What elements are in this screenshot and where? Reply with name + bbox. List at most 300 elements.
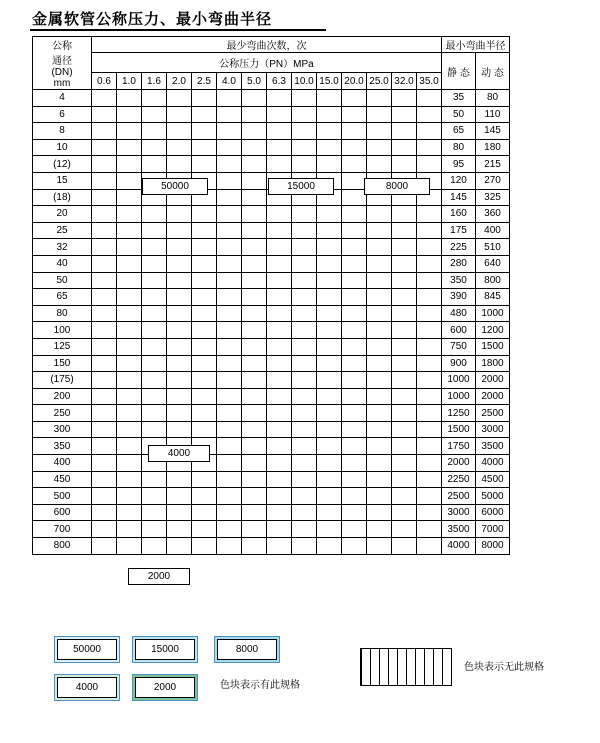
cell-r12-c6 — [242, 289, 267, 306]
page-title: 金属软管公称压力、最小弯曲半径 — [32, 10, 273, 28]
cell-r18-c13 — [417, 388, 442, 405]
cell-r22-c7 — [267, 455, 292, 472]
cell-r4-c3 — [167, 156, 192, 173]
cell-r4-c8 — [292, 156, 317, 173]
row-dynamic-radius: 640 — [476, 255, 510, 272]
cell-r3-c5 — [217, 139, 242, 156]
cell-r26-c8 — [292, 521, 317, 538]
cell-r10-c11 — [367, 255, 392, 272]
legend-swatch-15000 — [132, 636, 198, 663]
cell-r18-c9 — [317, 388, 342, 405]
cell-r23-c4 — [192, 471, 217, 488]
legend-hatch-block — [360, 648, 452, 686]
cell-r11-c11 — [367, 272, 392, 289]
cell-r26-c4 — [192, 521, 217, 538]
table-row — [33, 289, 510, 306]
cell-r23-c3 — [167, 471, 192, 488]
cell-r7-c5 — [217, 206, 242, 223]
cell-r8-c5 — [217, 222, 242, 239]
cell-r17-c4 — [192, 372, 217, 389]
cell-r26-c10 — [342, 521, 367, 538]
cell-r1-c12 — [392, 106, 417, 123]
cell-r1-c9 — [317, 106, 342, 123]
legend-label-8000: 8000 — [217, 639, 277, 660]
cell-r8-c0 — [92, 222, 117, 239]
cell-r12-c0 — [92, 289, 117, 306]
cell-r2-c5 — [217, 123, 242, 140]
row-dynamic-radius: 145 — [476, 123, 510, 140]
cell-r10-c8 — [292, 255, 317, 272]
cell-r21-c0 — [92, 438, 117, 455]
cell-r17-c6 — [242, 372, 267, 389]
cell-r1-c13 — [417, 106, 442, 123]
row-static-radius: 4000 — [442, 538, 476, 555]
table-row — [33, 455, 510, 472]
cell-r11-c4 — [192, 272, 217, 289]
cell-r18-c6 — [242, 388, 267, 405]
cell-r9-c11 — [367, 239, 392, 256]
cell-r8-c1 — [117, 222, 142, 239]
cell-r9-c8 — [292, 239, 317, 256]
cell-r17-c13 — [417, 372, 442, 389]
table-body — [33, 90, 510, 555]
cell-r16-c11 — [367, 355, 392, 372]
cell-r27-c4 — [192, 538, 217, 555]
cell-r4-c7 — [267, 156, 292, 173]
row-static-radius: 160 — [442, 206, 476, 223]
row-static-radius: 1250 — [442, 405, 476, 422]
cell-r14-c12 — [392, 322, 417, 339]
cell-r25-c1 — [117, 504, 142, 521]
cell-r8-c10 — [342, 222, 367, 239]
cell-r7-c12 — [392, 206, 417, 223]
table-row — [33, 206, 510, 223]
row-static-radius: 1750 — [442, 438, 476, 455]
cell-r22-c10 — [342, 455, 367, 472]
row-static-radius: 95 — [442, 156, 476, 173]
row-static-radius: 145 — [442, 189, 476, 206]
header-dn-line-1: 公称 — [52, 41, 72, 52]
cell-r13-c6 — [242, 305, 267, 322]
cell-r24-c5 — [217, 488, 242, 505]
row-static-radius: 280 — [442, 255, 476, 272]
cell-r16-c9 — [317, 355, 342, 372]
cell-r13-c3 — [167, 305, 192, 322]
cell-r18-c8 — [292, 388, 317, 405]
cell-r27-c9 — [317, 538, 342, 555]
cell-r14-c7 — [267, 322, 292, 339]
cell-r22-c13 — [417, 455, 442, 472]
cell-r26-c3 — [167, 521, 192, 538]
cell-r7-c6 — [242, 206, 267, 223]
table-row — [33, 405, 510, 422]
row-dynamic-radius: 80 — [476, 90, 510, 107]
cell-r1-c6 — [242, 106, 267, 123]
legend-swatch-8000 — [214, 636, 280, 663]
cell-r18-c10 — [342, 388, 367, 405]
cell-r7-c13 — [417, 206, 442, 223]
row-static-radius: 350 — [442, 272, 476, 289]
cell-r2-c10 — [342, 123, 367, 140]
cell-r17-c12 — [392, 372, 417, 389]
cell-r11-c10 — [342, 272, 367, 289]
cell-r15-c7 — [267, 338, 292, 355]
header-pressure-6: 5.0 — [242, 73, 267, 90]
cell-r2-c9 — [317, 123, 342, 140]
cell-r16-c7 — [267, 355, 292, 372]
header-pressure-4: 2.5 — [192, 73, 217, 90]
cell-r15-c9 — [317, 338, 342, 355]
row-dn: 800 — [33, 538, 92, 555]
cell-r2-c8 — [292, 123, 317, 140]
table-row — [33, 123, 510, 140]
row-dn: 350 — [33, 438, 92, 455]
cell-r5-c10 — [342, 172, 367, 189]
cell-r9-c6 — [242, 239, 267, 256]
header-static: 静 态 — [442, 53, 476, 90]
cell-r23-c0 — [92, 471, 117, 488]
header-pressure-13: 35.0 — [417, 73, 442, 90]
cell-r8-c7 — [267, 222, 292, 239]
row-dn: 6 — [33, 106, 92, 123]
cell-r3-c10 — [342, 139, 367, 156]
cell-r25-c7 — [267, 504, 292, 521]
cell-r13-c4 — [192, 305, 217, 322]
cell-r10-c10 — [342, 255, 367, 272]
cell-r23-c1 — [117, 471, 142, 488]
cell-r18-c2 — [142, 388, 167, 405]
cell-r17-c7 — [267, 372, 292, 389]
cell-r24-c12 — [392, 488, 417, 505]
cell-r9-c5 — [217, 239, 242, 256]
cell-r10-c5 — [217, 255, 242, 272]
cell-r9-c4 — [192, 239, 217, 256]
header-pressure-8: 10.0 — [292, 73, 317, 90]
cell-r4-c6 — [242, 156, 267, 173]
cell-r9-c0 — [92, 239, 117, 256]
cell-r12-c12 — [392, 289, 417, 306]
cell-r26-c13 — [417, 521, 442, 538]
cell-r11-c6 — [242, 272, 267, 289]
header-dn-cell — [33, 37, 92, 90]
cell-r12-c2 — [142, 289, 167, 306]
row-dn: 150 — [33, 355, 92, 372]
cell-r22-c12 — [392, 455, 417, 472]
cell-r4-c12 — [392, 156, 417, 173]
cell-r23-c11 — [367, 471, 392, 488]
row-dynamic-radius: 510 — [476, 239, 510, 256]
cell-r12-c1 — [117, 289, 142, 306]
row-dn: 8 — [33, 123, 92, 140]
cell-r1-c8 — [292, 106, 317, 123]
cell-r8-c2 — [142, 222, 167, 239]
cell-r4-c11 — [367, 156, 392, 173]
cell-r18-c0 — [92, 388, 117, 405]
cell-r16-c5 — [217, 355, 242, 372]
header-dn-line-3: (DN) — [51, 67, 73, 78]
table-row — [33, 521, 510, 538]
row-dn: 300 — [33, 421, 92, 438]
row-dynamic-radius: 215 — [476, 156, 510, 173]
cell-r9-c10 — [342, 239, 367, 256]
table-row — [33, 421, 510, 438]
cell-r10-c2 — [142, 255, 167, 272]
cell-r14-c4 — [192, 322, 217, 339]
cell-r15-c10 — [342, 338, 367, 355]
row-dn: (18) — [33, 189, 92, 206]
cell-r26-c12 — [392, 521, 417, 538]
cell-r3-c11 — [367, 139, 392, 156]
cell-r0-c13 — [417, 90, 442, 107]
header-dynamic: 动 态 — [476, 53, 510, 90]
cell-r5-c1 — [117, 172, 142, 189]
cell-r5-c5 — [217, 172, 242, 189]
table-row — [33, 90, 510, 107]
cell-r25-c2 — [142, 504, 167, 521]
cell-r6-c5 — [217, 189, 242, 206]
cell-r17-c0 — [92, 372, 117, 389]
row-static-radius: 1000 — [442, 388, 476, 405]
cell-r25-c12 — [392, 504, 417, 521]
table-row — [33, 156, 510, 173]
row-dynamic-radius: 8000 — [476, 538, 510, 555]
cell-r27-c7 — [267, 538, 292, 555]
row-dn: 700 — [33, 521, 92, 538]
row-static-radius: 35 — [442, 90, 476, 107]
cell-r27-c11 — [367, 538, 392, 555]
row-dn: 10 — [33, 139, 92, 156]
header-pressure-1: 1.0 — [117, 73, 142, 90]
cell-r16-c4 — [192, 355, 217, 372]
cell-r9-c3 — [167, 239, 192, 256]
table-row — [33, 488, 510, 505]
row-dn: 50 — [33, 272, 92, 289]
row-dn: (175) — [33, 372, 92, 389]
cell-r20-c0 — [92, 421, 117, 438]
cell-r16-c12 — [392, 355, 417, 372]
cell-r19-c7 — [267, 405, 292, 422]
row-static-radius: 225 — [442, 239, 476, 256]
cell-r9-c12 — [392, 239, 417, 256]
cell-r1-c10 — [342, 106, 367, 123]
cell-r2-c2 — [142, 123, 167, 140]
row-dynamic-radius: 6000 — [476, 504, 510, 521]
cell-r15-c1 — [117, 338, 142, 355]
cell-r10-c6 — [242, 255, 267, 272]
cell-r6-c6 — [242, 189, 267, 206]
cell-r13-c2 — [142, 305, 167, 322]
table-row — [33, 272, 510, 289]
cell-r18-c5 — [217, 388, 242, 405]
cell-r2-c1 — [117, 123, 142, 140]
cell-r14-c5 — [217, 322, 242, 339]
header-row-1 — [33, 37, 510, 53]
cell-r0-c3 — [167, 90, 192, 107]
legend — [32, 636, 568, 716]
cell-r25-c10 — [342, 504, 367, 521]
row-static-radius: 390 — [442, 289, 476, 306]
cell-r14-c10 — [342, 322, 367, 339]
cell-r19-c4 — [192, 405, 217, 422]
row-static-radius: 3500 — [442, 521, 476, 538]
cell-r13-c13 — [417, 305, 442, 322]
row-dynamic-radius: 4500 — [476, 471, 510, 488]
cell-r16-c8 — [292, 355, 317, 372]
cell-r18-c4 — [192, 388, 217, 405]
cell-r0-c1 — [117, 90, 142, 107]
row-static-radius: 600 — [442, 322, 476, 339]
header-pressure-10: 20.0 — [342, 73, 367, 90]
cell-r26-c5 — [217, 521, 242, 538]
cell-r12-c10 — [342, 289, 367, 306]
legend-label-4000: 4000 — [57, 677, 117, 698]
cell-r22-c6 — [242, 455, 267, 472]
cell-r23-c7 — [267, 471, 292, 488]
cell-r8-c3 — [167, 222, 192, 239]
overlay-8000: 8000 — [364, 178, 430, 195]
cell-r26-c7 — [267, 521, 292, 538]
cell-r21-c9 — [317, 438, 342, 455]
cell-r0-c9 — [317, 90, 342, 107]
row-dn: 500 — [33, 488, 92, 505]
cell-r0-c12 — [392, 90, 417, 107]
cell-r21-c7 — [267, 438, 292, 455]
row-dn: 250 — [33, 405, 92, 422]
cell-r1-c3 — [167, 106, 192, 123]
table-row — [33, 305, 510, 322]
cell-r9-c13 — [417, 239, 442, 256]
cell-r20-c11 — [367, 421, 392, 438]
cell-r14-c3 — [167, 322, 192, 339]
cell-r23-c2 — [142, 471, 167, 488]
cell-r23-c8 — [292, 471, 317, 488]
cell-r13-c10 — [342, 305, 367, 322]
cell-r11-c0 — [92, 272, 117, 289]
table-header — [33, 37, 510, 90]
cell-r24-c6 — [242, 488, 267, 505]
cell-r24-c4 — [192, 488, 217, 505]
row-dynamic-radius: 110 — [476, 106, 510, 123]
row-dynamic-radius: 800 — [476, 272, 510, 289]
row-dynamic-radius: 400 — [476, 222, 510, 239]
row-static-radius: 2250 — [442, 471, 476, 488]
row-dn: 15 — [33, 172, 92, 189]
cell-r26-c6 — [242, 521, 267, 538]
cell-r7-c3 — [167, 206, 192, 223]
cell-r17-c11 — [367, 372, 392, 389]
cell-r0-c6 — [242, 90, 267, 107]
cell-r24-c0 — [92, 488, 117, 505]
cell-r3-c7 — [267, 139, 292, 156]
cell-r14-c13 — [417, 322, 442, 339]
table-row — [33, 338, 510, 355]
cell-r9-c2 — [142, 239, 167, 256]
row-dn: 600 — [33, 504, 92, 521]
table-row — [33, 222, 510, 239]
cell-r2-c12 — [392, 123, 417, 140]
cell-r21-c5 — [217, 438, 242, 455]
cell-r0-c0 — [92, 90, 117, 107]
cell-r15-c11 — [367, 338, 392, 355]
cell-r7-c11 — [367, 206, 392, 223]
cell-r15-c4 — [192, 338, 217, 355]
cell-r14-c8 — [292, 322, 317, 339]
cell-r20-c3 — [167, 421, 192, 438]
cell-r25-c11 — [367, 504, 392, 521]
cell-r0-c8 — [292, 90, 317, 107]
header-dn-line-2: 通径 — [52, 56, 72, 67]
spec-table — [32, 36, 510, 555]
cell-r20-c4 — [192, 421, 217, 438]
cell-r20-c7 — [267, 421, 292, 438]
header-pressure-11: 25.0 — [367, 73, 392, 90]
row-dn: 40 — [33, 255, 92, 272]
cell-r25-c0 — [92, 504, 117, 521]
overlay-2000: 2000 — [128, 568, 190, 585]
cell-r21-c8 — [292, 438, 317, 455]
legend-note-color: 色块表示有此规格 — [220, 680, 300, 691]
row-dynamic-radius: 7000 — [476, 521, 510, 538]
cell-r22-c5 — [217, 455, 242, 472]
table-row — [33, 438, 510, 455]
cell-r7-c8 — [292, 206, 317, 223]
cell-r20-c2 — [142, 421, 167, 438]
cell-r5-c6 — [242, 172, 267, 189]
header-pressure-12: 32.0 — [392, 73, 417, 90]
cell-r12-c8 — [292, 289, 317, 306]
cell-r4-c0 — [92, 156, 117, 173]
cell-r24-c8 — [292, 488, 317, 505]
legend-label-2000: 2000 — [135, 677, 195, 698]
cell-r21-c11 — [367, 438, 392, 455]
cell-r19-c9 — [317, 405, 342, 422]
row-dynamic-radius: 3000 — [476, 421, 510, 438]
header-pressure-0: 0.6 — [92, 73, 117, 90]
cell-r10-c13 — [417, 255, 442, 272]
cell-r26-c2 — [142, 521, 167, 538]
cell-r4-c10 — [342, 156, 367, 173]
cell-r18-c1 — [117, 388, 142, 405]
cell-r10-c12 — [392, 255, 417, 272]
cell-r13-c0 — [92, 305, 117, 322]
cell-r15-c5 — [217, 338, 242, 355]
cell-r27-c1 — [117, 538, 142, 555]
cell-r19-c8 — [292, 405, 317, 422]
legend-label-50000: 50000 — [57, 639, 117, 660]
row-static-radius: 750 — [442, 338, 476, 355]
cell-r13-c12 — [392, 305, 417, 322]
header-pressure: 公称压力（PN）MPa — [92, 53, 442, 73]
cell-r22-c1 — [117, 455, 142, 472]
cell-r18-c11 — [367, 388, 392, 405]
row-dynamic-radius: 845 — [476, 289, 510, 306]
table-row — [33, 322, 510, 339]
cell-r18-c12 — [392, 388, 417, 405]
cell-r25-c8 — [292, 504, 317, 521]
row-dynamic-radius: 4000 — [476, 455, 510, 472]
row-static-radius: 480 — [442, 305, 476, 322]
header-dn-line-4: mm — [53, 78, 71, 89]
cell-r3-c13 — [417, 139, 442, 156]
cell-r14-c6 — [242, 322, 267, 339]
cell-r18-c7 — [267, 388, 292, 405]
cell-r4-c1 — [117, 156, 142, 173]
cell-r4-c9 — [317, 156, 342, 173]
row-dynamic-radius: 3500 — [476, 438, 510, 455]
cell-r3-c8 — [292, 139, 317, 156]
cell-r21-c6 — [242, 438, 267, 455]
cell-r16-c3 — [167, 355, 192, 372]
